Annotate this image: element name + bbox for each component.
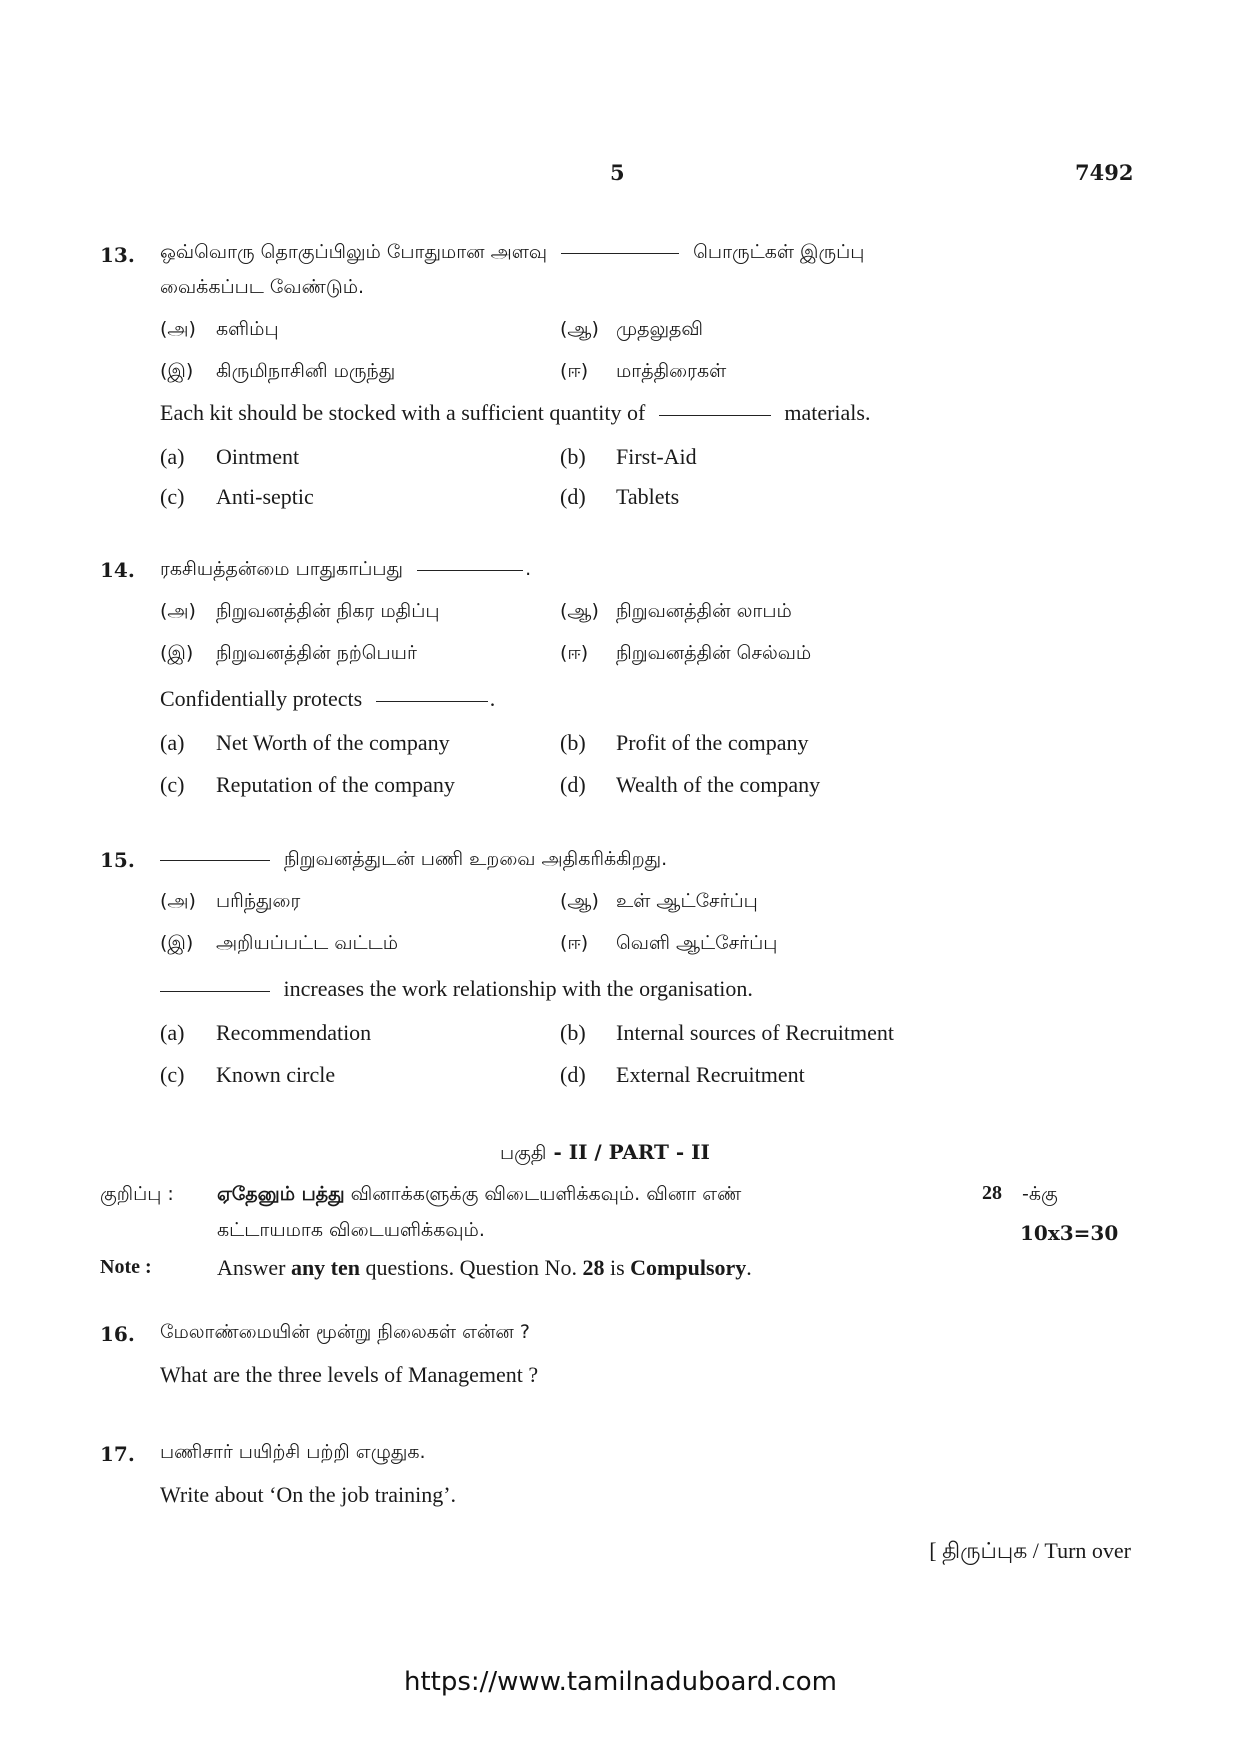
- question-text-tamil-line2: வைக்கப்பட வேண்டும்.: [160, 276, 365, 298]
- turn-over-note: [ திருப்புக / Turn over: [929, 1538, 1131, 1563]
- option-ta-d: [560, 642, 811, 667]
- paper-code: 7492: [1075, 160, 1134, 185]
- option-text: Tablets: [616, 484, 680, 509]
- option-ta-c: [160, 642, 417, 667]
- question-text-part: .: [525, 558, 532, 580]
- option-text: Anti-septic: [216, 484, 314, 509]
- question-text-part: நிறுவனத்துடன் பணி உறவை அதிகரிக்கிறது.: [284, 848, 668, 870]
- option-label: (ஈ): [560, 932, 589, 954]
- option-text: Reputation of the company: [216, 772, 455, 797]
- option-label: (b): [560, 1020, 586, 1045]
- option-text: நிறுவனத்தின் லாபம்: [616, 600, 792, 622]
- option-ta-b: [560, 318, 703, 343]
- option-text: மாத்திரைகள்: [616, 360, 727, 382]
- note-english: [217, 1255, 752, 1281]
- answer-blank: [417, 569, 523, 571]
- option-text: அறியப்பட்ட வட்டம்: [216, 932, 399, 954]
- option-label: (ஈ): [560, 642, 589, 664]
- note-text: .: [746, 1255, 752, 1280]
- note-emphasis: any ten: [290, 1255, 360, 1280]
- option-ta-b: [560, 890, 758, 915]
- option-en-b: [560, 730, 808, 756]
- note-tamil: [217, 1183, 741, 1208]
- question-text-english: What are the three levels of Management ?: [160, 1362, 539, 1387]
- option-label: (இ): [160, 932, 194, 954]
- option-ta-b: [560, 600, 792, 625]
- note-text: Answer: [217, 1255, 286, 1280]
- section-title: [500, 1140, 710, 1167]
- note-text: வினாக்களுக்கு விடையளிக்கவும். வினா எண்: [350, 1183, 742, 1205]
- option-en-d: [560, 772, 820, 798]
- question-text-part: Each kit should be stocked with a sufficient quantity of: [160, 400, 646, 425]
- option-en-d: [560, 484, 679, 510]
- option-text: உள் ஆட்சேர்ப்பு: [616, 890, 758, 912]
- option-en-b: [560, 1020, 894, 1046]
- option-label: (c): [160, 484, 185, 509]
- option-label: (b): [560, 444, 586, 469]
- option-text: Net Worth of the company: [216, 730, 450, 755]
- option-ta-a: [160, 318, 279, 343]
- option-label: (இ): [160, 360, 194, 382]
- option-text: Profit of the company: [616, 730, 809, 755]
- option-label: (அ): [160, 890, 196, 912]
- question-number: 15.: [100, 848, 135, 872]
- note-tamil-line2: கட்டாயமாக விடையளிக்கவும்.: [217, 1219, 485, 1241]
- website-url[interactable]: https://www.tamilnaduboard.com: [403, 1667, 838, 1697]
- option-en-a: [160, 730, 450, 756]
- option-text: External Recruitment: [616, 1062, 805, 1087]
- answer-blank: [160, 859, 270, 861]
- option-en-d: [560, 1062, 805, 1088]
- answer-blank: [376, 700, 488, 702]
- option-label: (அ): [160, 600, 196, 622]
- question-text-tamil: [160, 848, 667, 873]
- question-text-english: [160, 400, 870, 426]
- option-en-b: [560, 444, 697, 470]
- compulsory-question-number: 28: [982, 1182, 1002, 1204]
- option-ta-c: [160, 360, 395, 385]
- option-text: Known circle: [216, 1062, 336, 1087]
- option-label: (c): [160, 772, 185, 797]
- note-emphasis: ஏதேனும் பத்து: [217, 1183, 345, 1205]
- option-label: (ஈ): [560, 360, 589, 382]
- option-label: (ஆ): [560, 600, 599, 622]
- option-label: (ஆ): [560, 890, 599, 912]
- option-label: (a): [160, 444, 185, 469]
- question-text-tamil: [160, 241, 864, 266]
- section-title-tamil: பகுதி: [500, 1142, 547, 1164]
- question-number: 16.: [100, 1322, 135, 1346]
- question-text-part: ஒவ்வொரு தொகுப்பிலும் போதுமான அளவு: [160, 241, 548, 263]
- option-ta-c: [160, 932, 398, 957]
- note-text: is: [609, 1255, 625, 1280]
- question-number: 13.: [100, 243, 135, 267]
- option-label: (a): [160, 730, 185, 755]
- question-text-tamil: [160, 558, 531, 583]
- option-label: (d): [560, 484, 586, 509]
- question-text-tamil: பணிசார் பயிற்சி பற்றி எழுதுக.: [160, 1441, 426, 1463]
- note-emphasis: 28: [582, 1255, 605, 1280]
- option-ta-a: [160, 890, 300, 915]
- option-text: First-Aid: [616, 444, 697, 469]
- option-text: முதலுதவி: [616, 318, 704, 340]
- option-text: களிம்பு: [216, 318, 279, 340]
- option-text: Ointment: [216, 444, 300, 469]
- option-text: Recommendation: [216, 1020, 372, 1045]
- page-number: 5: [610, 160, 625, 185]
- option-label: (அ): [160, 318, 196, 340]
- option-text: வெளி ஆட்சேர்ப்பு: [616, 932, 778, 954]
- question-text-part: ரகசியத்தன்மை பாதுகாப்பது: [160, 558, 404, 580]
- answer-blank: [561, 252, 679, 254]
- option-ta-d: [560, 932, 777, 957]
- option-label: (c): [160, 1062, 185, 1087]
- question-text-tamil: மேலாண்மையின் மூன்று நிலைகள் என்ன ?: [160, 1321, 530, 1343]
- option-label: (d): [560, 1062, 586, 1087]
- option-text: கிருமிநாசினி மருந்து: [216, 360, 396, 382]
- option-label: (d): [560, 772, 586, 797]
- option-en-c: [160, 772, 455, 798]
- question-text-part: பொருட்கள் இருப்பு: [693, 241, 865, 263]
- marks-scheme: 10x3=30: [1020, 1221, 1119, 1245]
- option-label: (ஆ): [560, 318, 599, 340]
- option-en-c: [160, 1062, 335, 1088]
- option-label: (இ): [160, 642, 194, 664]
- question-number: 17.: [100, 1442, 135, 1466]
- question-number: 14.: [100, 558, 135, 582]
- note-emphasis: Compulsory: [630, 1255, 747, 1280]
- section-title-english: - II / PART - II: [546, 1140, 710, 1164]
- question-text-part: materials.: [784, 400, 871, 425]
- note-text: questions. Question No.: [365, 1255, 577, 1280]
- option-en-a: [160, 444, 299, 470]
- question-text-english: [160, 976, 753, 1002]
- question-text-part: increases the work relationship with the organisation.: [283, 976, 753, 1001]
- option-label: (b): [560, 730, 586, 755]
- question-text-english: Write about ‘On the job training’.: [160, 1482, 457, 1507]
- option-en-a: [160, 1020, 371, 1046]
- option-text: Wealth of the company: [616, 772, 821, 797]
- option-text: பரிந்துரை: [216, 890, 301, 912]
- answer-blank: [160, 990, 270, 992]
- option-ta-d: [560, 360, 726, 385]
- question-text-english: [160, 686, 495, 712]
- option-text: நிறுவனத்தின் செல்வம்: [616, 642, 812, 664]
- option-text: Internal sources of Recruitment: [616, 1020, 894, 1045]
- option-en-c: [160, 484, 314, 510]
- note-tamil-label: குறிப்பு :: [100, 1183, 174, 1205]
- note-english-label: Note :: [100, 1256, 152, 1278]
- answer-blank: [659, 414, 771, 416]
- question-text-part: Confidentially protects: [160, 686, 363, 711]
- option-text: நிறுவனத்தின் நிகர மதிப்பு: [216, 600, 440, 622]
- question-text-part: .: [489, 686, 496, 711]
- note-tamil-suffix: -க்கு: [1022, 1183, 1058, 1205]
- option-label: (a): [160, 1020, 185, 1045]
- option-ta-a: [160, 600, 440, 625]
- option-text: நிறுவனத்தின் நற்பெயர்: [216, 642, 417, 664]
